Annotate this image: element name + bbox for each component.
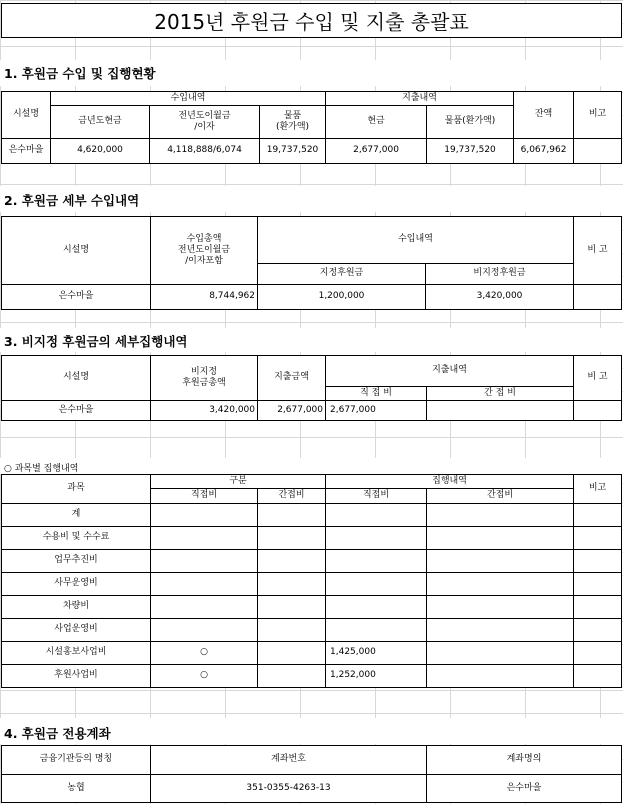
cell-current-cash: 4,620,000: [51, 139, 150, 164]
header-facility: 시설명: [2, 356, 151, 401]
header-income: 수입내역: [51, 92, 326, 106]
cell-note: [574, 504, 622, 527]
table-row: [2, 775, 622, 803]
cell-direct-exec: [326, 596, 427, 619]
table-row: [2, 401, 622, 421]
cell-direct: [151, 573, 258, 596]
cell-note: [574, 642, 622, 665]
cell-indirect-exec: [427, 550, 574, 573]
cell-subject: 시설홍보사업비: [2, 642, 151, 665]
cell-cash: 2,677,000: [326, 139, 427, 164]
table-row: [2, 504, 622, 527]
cell-note: [574, 573, 622, 596]
cell-goods-value: 19,737,520: [427, 139, 514, 164]
cell-expense-total: 2,677,000: [258, 401, 326, 421]
cell-subject: 수용비 및 수수료: [2, 527, 151, 550]
cell-indirect: [258, 550, 326, 573]
cell-indirect: [258, 504, 326, 527]
header-bank: 금융기관등의 명칭: [2, 746, 151, 775]
cell-indirect: [427, 401, 574, 421]
table-row: [2, 642, 622, 665]
table-row: [2, 573, 622, 596]
table-row: [2, 139, 622, 164]
header-indirect-exec: 간접비: [427, 489, 574, 504]
header-carryover: 전년도이월금 /이자: [150, 106, 260, 139]
header-category: 구분: [151, 475, 326, 489]
cell-note: [574, 139, 622, 164]
header-income: 수입내역: [258, 217, 574, 264]
header-subject: 과목: [2, 475, 151, 504]
cell-note: [574, 285, 622, 310]
header-account-number: 계좌번호: [151, 746, 427, 775]
header-expense: 지출내역: [326, 92, 514, 106]
header-note: 비 고: [574, 217, 622, 285]
cell-account-number: 351-0355-4263-13: [151, 775, 427, 803]
cell-facility: 은수마을: [2, 401, 151, 421]
table-row: [2, 619, 622, 642]
cell-nondesignated: 3,420,000: [426, 285, 574, 310]
subject-heading: ○ 과목별 집행내역: [4, 464, 79, 474]
header-goods-value: 물품(환가액): [427, 106, 514, 139]
subject-execution-table: [1, 474, 622, 688]
header-balance: 잔액: [514, 92, 574, 139]
cell-direct-exec: [326, 504, 427, 527]
cell-indirect-exec: [427, 642, 574, 665]
cell-facility: 은수마을: [2, 139, 51, 164]
cell-direct-exec: [326, 527, 427, 550]
cell-indirect-exec: [427, 527, 574, 550]
header-direct: 직 접 비: [326, 387, 427, 401]
cell-note: [574, 619, 622, 642]
cell-direct-exec: [326, 550, 427, 573]
cell-subject: 계: [2, 504, 151, 527]
header-indirect: 간 접 비: [427, 387, 574, 401]
cell-direct: [151, 596, 258, 619]
table-row: [2, 527, 622, 550]
header-cash: 현금: [326, 106, 427, 139]
cell-subject: 업무추진비: [2, 550, 151, 573]
income-expense-summary-table: [1, 91, 622, 164]
cell-direct: [151, 504, 258, 527]
header-facility: 시설명: [2, 92, 51, 139]
cell-facility: 은수마을: [2, 285, 151, 310]
cell-direct-exec: 1,425,000: [326, 642, 427, 665]
cell-note: [574, 596, 622, 619]
section2-heading: 2. 후원금 세부 수입내역: [4, 193, 140, 208]
cell-carryover: 4,118,888/6,074: [150, 139, 260, 164]
cell-direct: ○: [151, 642, 258, 665]
cell-bank: 농협: [2, 775, 151, 803]
section4-heading: 4. 후원금 전용계좌: [4, 726, 111, 741]
cell-total-income: 8,744,962: [151, 285, 258, 310]
header-note: 비고: [574, 92, 622, 139]
header-note: 비 고: [574, 356, 622, 401]
cell-direct: [151, 550, 258, 573]
header-total-income: 수입총액 전년도이월금 /이자포함: [151, 217, 258, 285]
cell-subject: 차량비: [2, 596, 151, 619]
header-current-cash: 금년도현금: [51, 106, 150, 139]
cell-nondesignated-total: 3,420,000: [151, 401, 258, 421]
cell-designated: 1,200,000: [258, 285, 426, 310]
section3-heading: 3. 비지정 후원금의 세부집행내역: [4, 334, 188, 349]
header-nondesignated: 비지정후원금: [426, 264, 574, 285]
header-goods: 물품 (환가액): [260, 106, 326, 139]
cell-direct-exec: [326, 619, 427, 642]
header-account-holder: 계좌명의: [427, 746, 622, 775]
cell-indirect-exec: [427, 573, 574, 596]
header-direct-exec: 직접비: [326, 489, 427, 504]
cell-direct: 2,677,000: [326, 401, 427, 421]
cell-indirect-exec: [427, 596, 574, 619]
header-expense-total: 지출금액: [258, 356, 326, 401]
page-title: 2015년 후원금 수입 및 지출 총괄표: [1, 3, 622, 38]
cell-indirect: [258, 573, 326, 596]
cell-note: [574, 665, 622, 688]
cell-subject: 사업운영비: [2, 619, 151, 642]
cell-note: [574, 550, 622, 573]
cell-direct: ○: [151, 665, 258, 688]
header-direct: 직접비: [151, 489, 258, 504]
cell-indirect: [258, 619, 326, 642]
cell-indirect: [258, 665, 326, 688]
header-indirect: 간접비: [258, 489, 326, 504]
cell-indirect: [258, 642, 326, 665]
header-facility: 시설명: [2, 217, 151, 285]
cell-subject: 사무운영비: [2, 573, 151, 596]
table-row: [2, 285, 622, 310]
cell-indirect-exec: [427, 665, 574, 688]
table-row: [2, 550, 622, 573]
header-expense: 지출내역: [326, 356, 574, 387]
table-row: [2, 665, 622, 688]
account-table: [1, 745, 622, 803]
section1-heading: 1. 후원금 수입 및 집행현황: [4, 66, 156, 81]
cell-indirect-exec: [427, 619, 574, 642]
header-designated: 지정후원금: [258, 264, 426, 285]
nondesignated-execution-table: [1, 355, 622, 421]
header-execution: 집행내역: [326, 475, 574, 489]
cell-subject: 후원사업비: [2, 665, 151, 688]
cell-indirect: [258, 527, 326, 550]
cell-direct-exec: 1,252,000: [326, 665, 427, 688]
cell-note: [574, 527, 622, 550]
table-row: [2, 596, 622, 619]
cell-indirect-exec: [427, 504, 574, 527]
cell-direct: [151, 527, 258, 550]
cell-account-holder: 은수마을: [427, 775, 622, 803]
header-note: 비고: [574, 475, 622, 504]
cell-balance: 6,067,962: [514, 139, 574, 164]
cell-direct: [151, 619, 258, 642]
cell-direct-exec: [326, 573, 427, 596]
cell-note: [574, 401, 622, 421]
cell-indirect: [258, 596, 326, 619]
cell-goods: 19,737,520: [260, 139, 326, 164]
income-detail-table: [1, 216, 622, 310]
header-nondesignated-total: 비지정 후원금총액: [151, 356, 258, 401]
